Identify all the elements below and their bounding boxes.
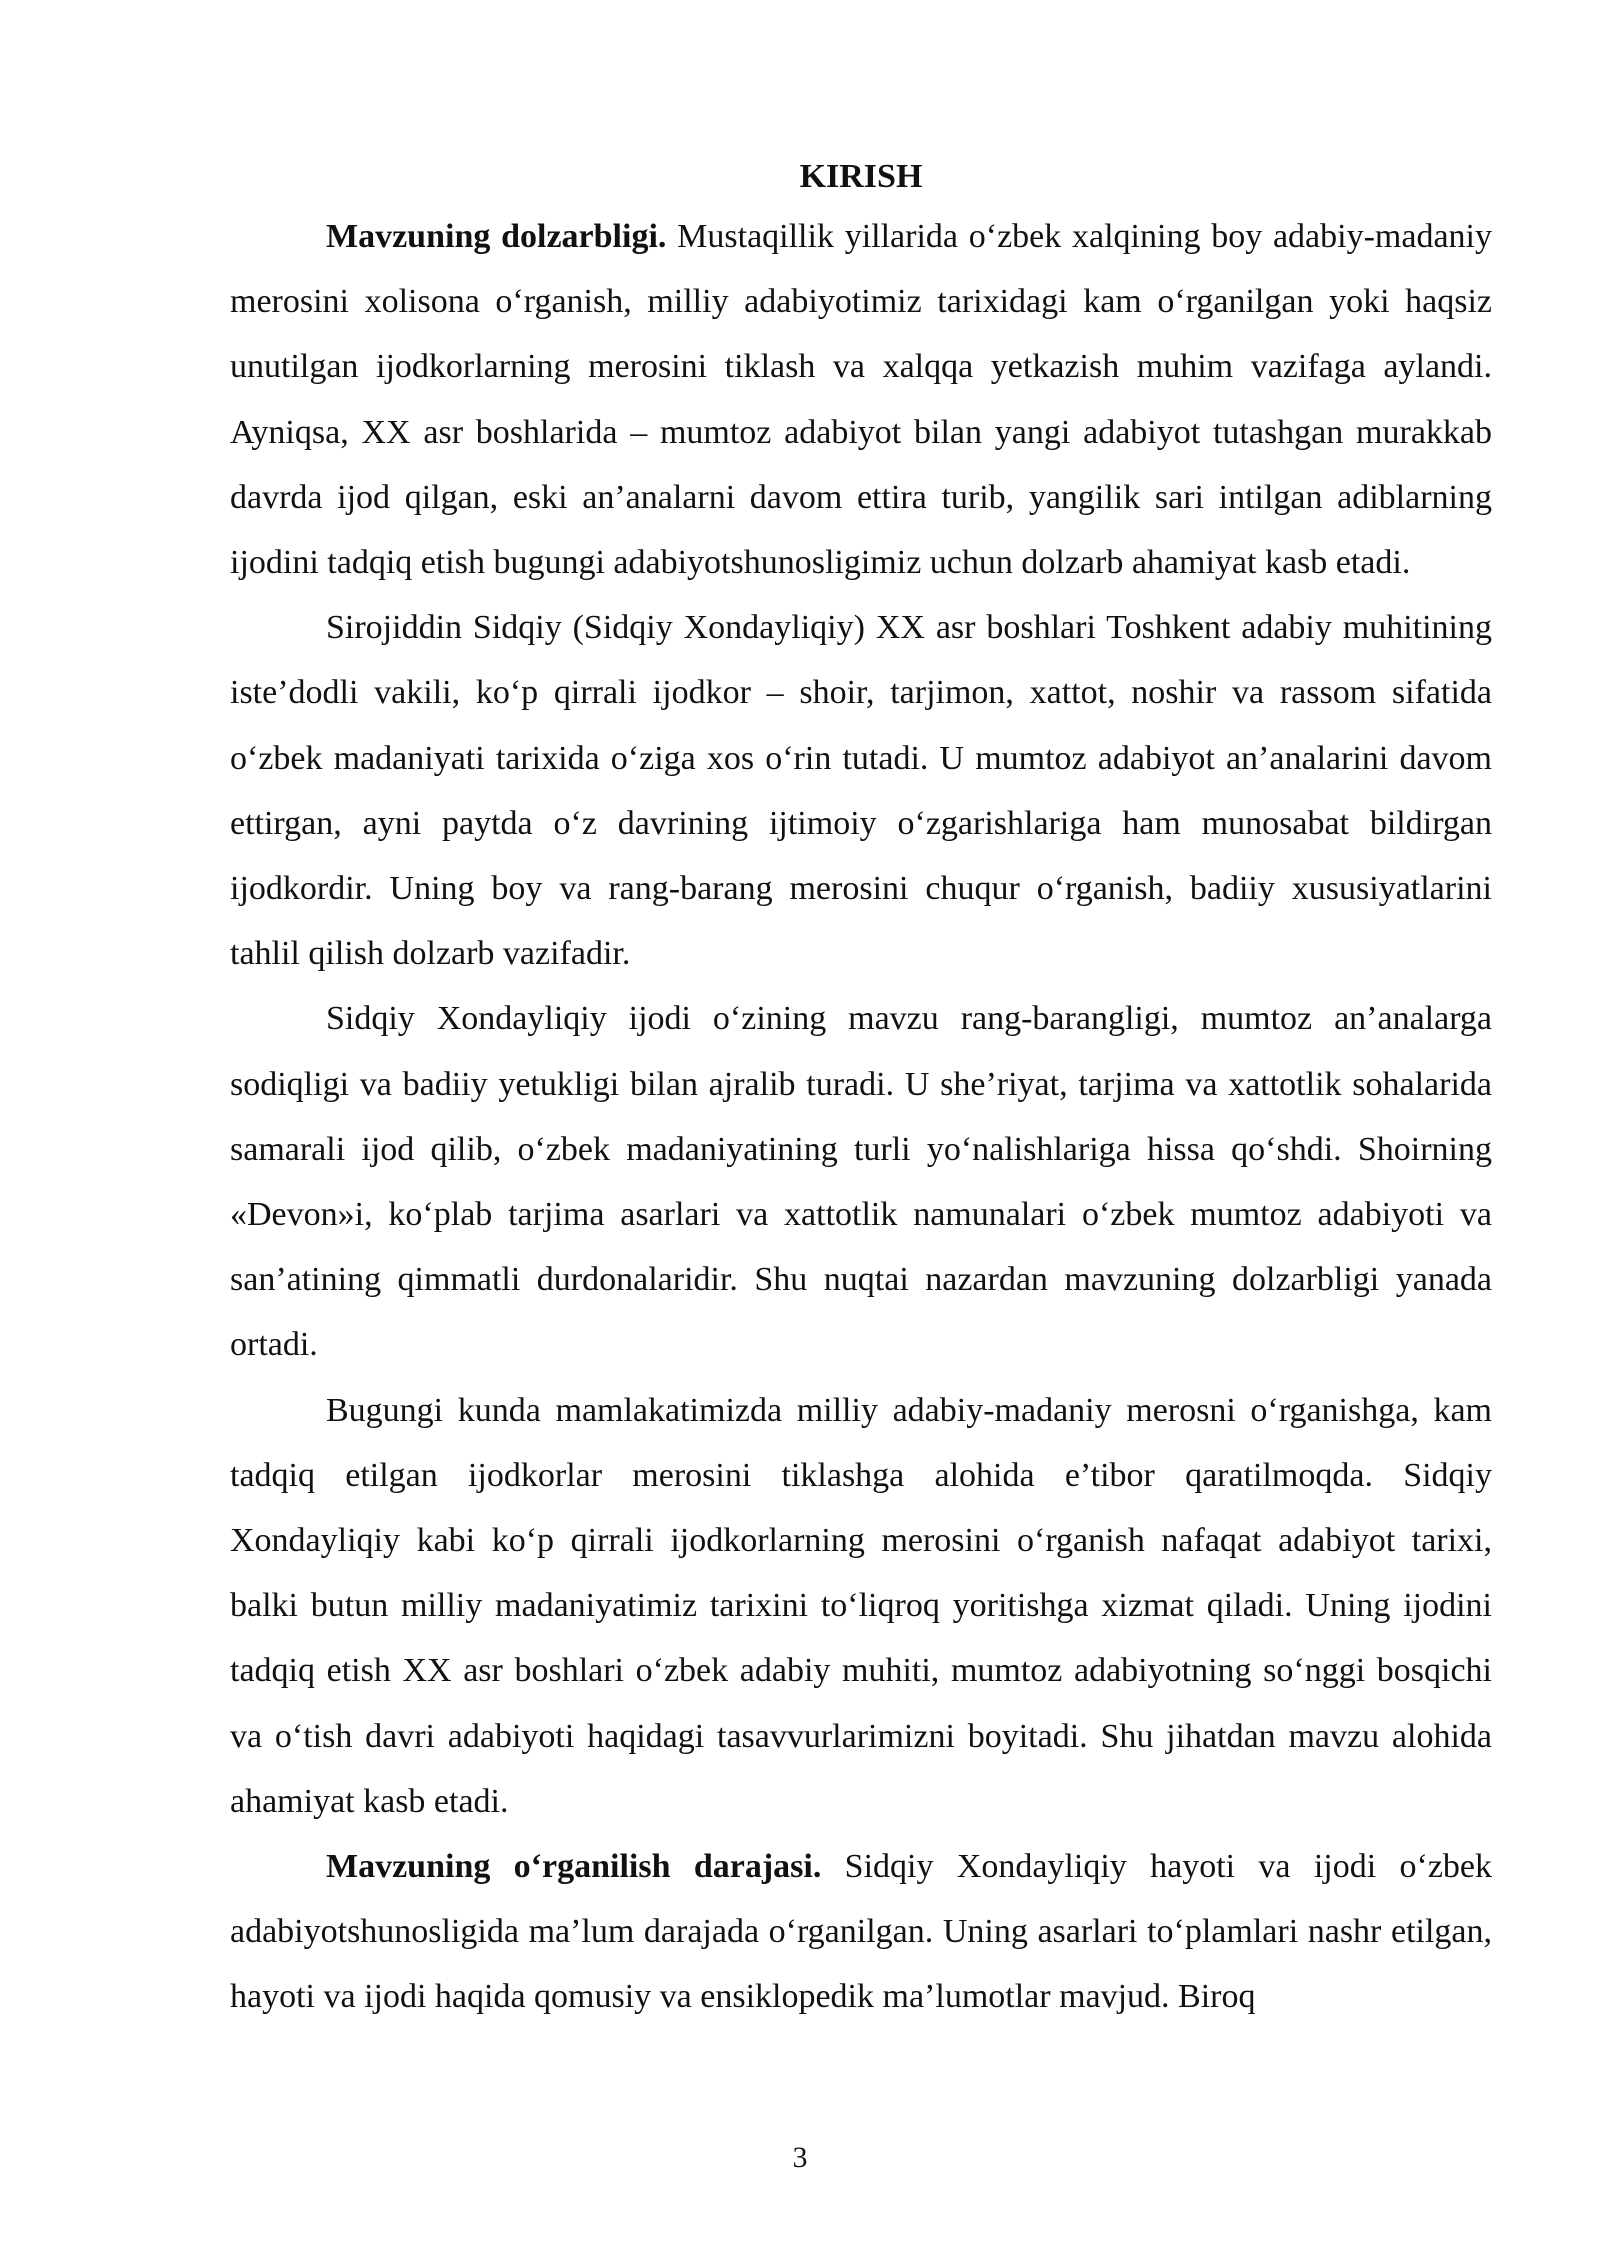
paragraph-text: Sirojiddin Sidqiy (Sidqiy Xondayliqiy) XX asr boshlari Toshkent adabiy muhitining iste’dodli vakili, ko‘p qirrali ijodkor – shoir, tarjimon, xattot, noshir va rassom sifatida o‘zbek madaniyati tarixida o‘ziga xos o‘rin tutadi. U mumtoz adabiyot an’analarini davom ettirgan, ayni paytda o‘z davrining ijtimoiy o‘zgarishlariga ham munosabat bildirgan ijodkordir. Uning boy va rang-barang merosini chuqur o‘rganish, badiiy xususiyatlarini tahlil qilish dolzarb vazifadir. (230, 609, 1492, 973)
paragraph-sidqiy-creativity (230, 986, 1492, 1377)
paragraph-heritage-today (230, 1378, 1492, 1834)
paragraph-sidqiy-intro (230, 595, 1492, 986)
paragraph-text: Sidqiy Xondayliqiy hayoti va ijodi o‘zbek adabiyotshunosligida ma’lum darajada o‘rganilgan. Uning asarlari to‘plamlari nashr etilgan, hayoti va ijodi haqida qomusiy va ensiklopedik ma’lumotlar mavjud. Biroq (230, 1848, 1492, 2016)
paragraph-text: Mustaqillik yillarida o‘zbek xalqining boy adabiy-madaniy merosini xolisona o‘rganish, milliy adabiyotimiz tarixidagi kam o‘rganilgan yoki haqsiz unutilgan ijodkorlarning merosini tiklash va xalqqa yetkazish muhim vazifaga aylandi. Ayniqsa, XX asr boshlarida – mumtoz adabiyot bilan yangi adabiyot tutashgan murakkab davrda ijod qilgan, eski an’analarni davom ettira turib, yangilik sari intilgan adiblarning ijodini tadqiq etish bugungi adabiyotshunosligimiz uchun dolzarb ahamiyat kasb etadi. (230, 218, 1492, 582)
paragraph-text: Bugungi kunda mamlakatimizda milliy adabiy-madaniy merosni o‘rganishga, kam tadqiq etilgan ijodkorlar merosini tiklashga alohida e’tibor qaratilmoqda. Sidqiy Xondayliqiy kabi ko‘p qirrali ijodkorlarning merosini o‘rganish nafaqat adabiyot tarixi, balki butun milliy madaniyatimiz tarixini to‘liqroq yoritishga xizmat qiladi. Uning ijodini tadqiq etish XX asr boshlari o‘zbek adabiy muhiti, mumtoz adabiyotning so‘nggi bosqichi va o‘tish davri adabiyoti haqidagi tasavvurlarimizni boyitadi. Shu jihatdan mavzu alohida ahamiyat kasb etadi. (230, 1391, 1492, 1820)
paragraph-study-degree (230, 1834, 1492, 2030)
paragraph-relevance (230, 204, 1492, 595)
page-number: 3 (792, 2141, 808, 2174)
paragraph-lead-heading: Mavzuning o‘rganilish darajasi. (326, 1848, 822, 1886)
chapter-title: KIRISH (799, 158, 923, 195)
paragraph-text: Sidqiy Xondayliqiy ijodi o‘zining mavzu rang-barangligi, mumtoz an’analarga sodiqligi va badiiy yetukligi bilan ajralib turadi. U she’riyat, tarjima va xattotlik sohalarida samarali ijod qilib, o‘zbek madaniyatining turli yo‘nalishlariga hissa qo‘shdi. Shoirning «Devon»i, ko‘plab tarjima asarlari va xattotlik namunalari o‘zbek mumtoz adabiyoti va san’atining qimmatli durdonalaridir. Shu nuqtai nazardan mavzuning dolzarbligi yanada ortadi. (230, 1000, 1492, 1364)
document-page (230, 150, 1492, 2030)
paragraph-lead-heading: Mavzuning dolzarbligi. (326, 218, 667, 255)
